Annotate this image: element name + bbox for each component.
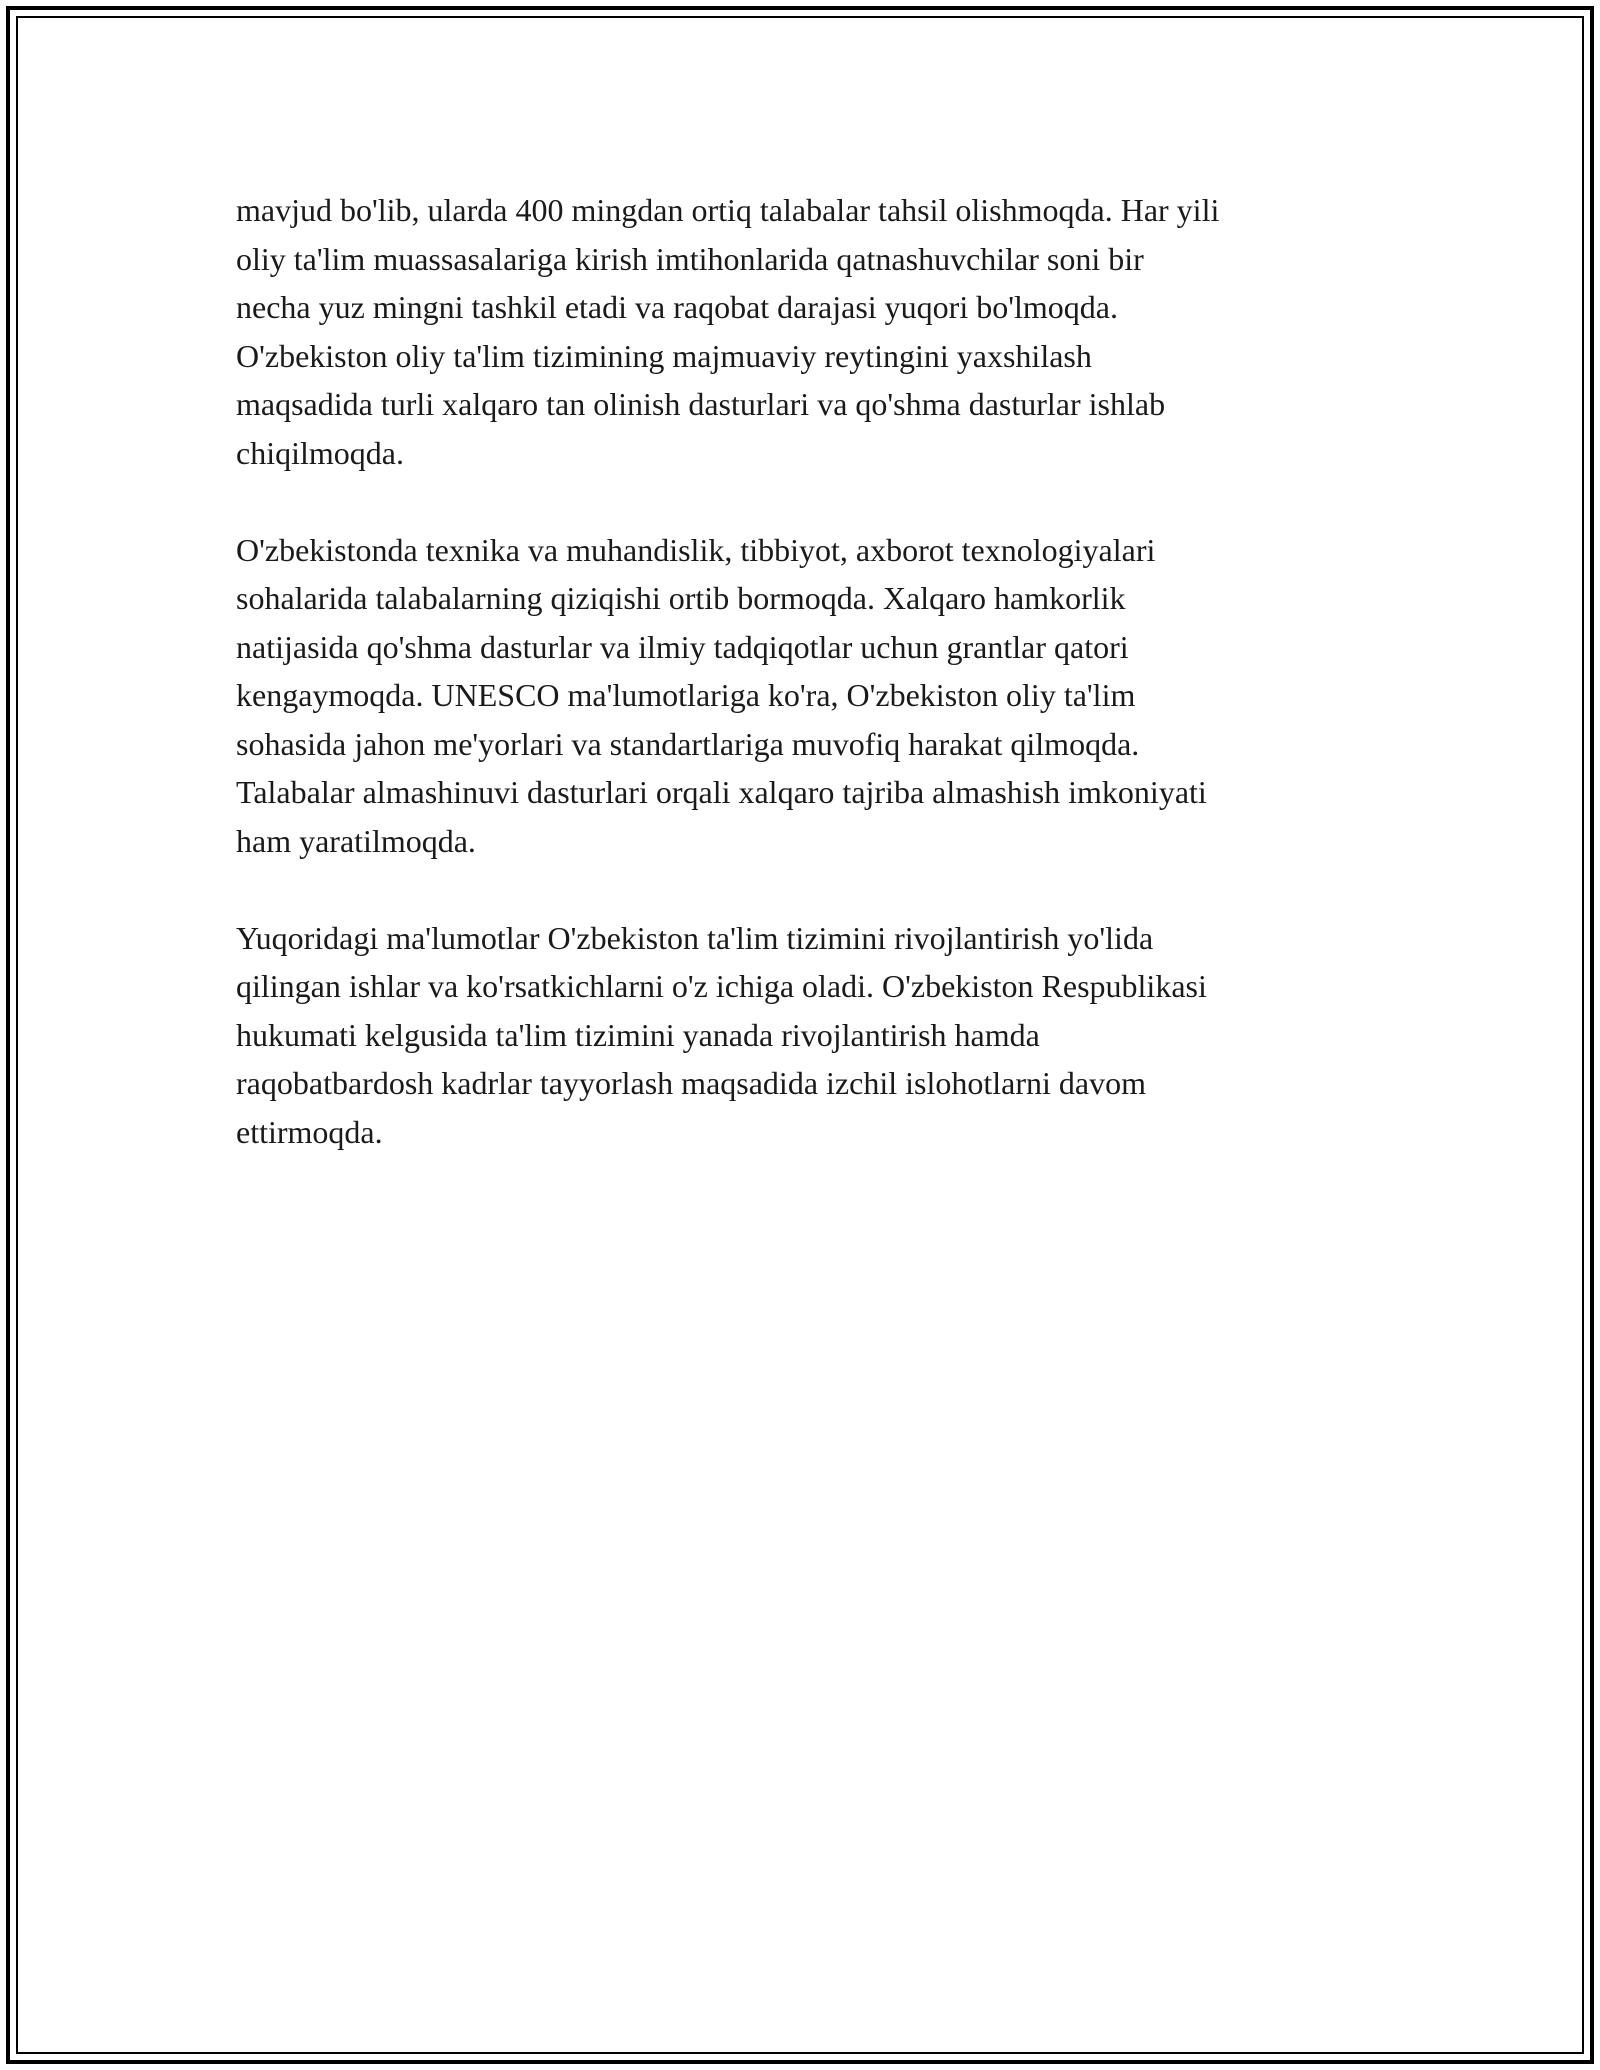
text-line: sohalarida talabalarning qiziqishi ortib bormoqda. Xalqaro hamkorlik xyxy=(236,580,1126,616)
text-line: ettirmoqda. xyxy=(236,1113,383,1150)
text-line: ham yaratilmoqda. xyxy=(236,822,476,859)
text-line: qilingan ishlar va ko'rsatkichlarni o'z ichiga oladi. O'zbekiston Respublikasi xyxy=(236,968,1207,1004)
text-line: raqobatbardosh kadrlar tayyorlash maqsadida izchil islohotlarni davom xyxy=(236,1065,1146,1101)
text-line: Yuqoridagi ma'lumotlar O'zbekiston ta'lim tizimini rivojlantirish yo'lida xyxy=(236,919,1154,956)
paragraph-1 xyxy=(236,186,1376,477)
text-line: necha yuz mingni tashkil etadi va raqobat darajasi yuqori bo'lmoqda. xyxy=(236,289,1118,325)
text-line: O'zbekiston oliy ta'lim tizimining majmuaviy reytingini yaxshilash xyxy=(236,337,1092,374)
document-body xyxy=(236,186,1376,1205)
paragraph-2 xyxy=(236,526,1376,866)
text-line: kengaymoqda. UNESCO ma'lumotlariga ko'ra, O'zbekiston oliy ta'lim xyxy=(236,677,1136,713)
text-line: chiqilmoqda. xyxy=(236,434,404,471)
text-line: maqsadida turli xalqaro tan olinish dasturlari va qo'shma dasturlar ishlab xyxy=(236,386,1166,422)
text-line: sohasida jahon me'yorlari va standartlariga muvofiq harakat qilmoqda. xyxy=(236,725,1140,762)
text-line: hukumati kelgusida ta'lim tizimini yanada rivojlantirish hamda xyxy=(236,1016,1040,1053)
text-line: Talabalar almashinuvi dasturlari orqali xalqaro tajriba almashish imkoniyati xyxy=(236,774,1207,810)
text-line: O'zbekistonda texnika va muhandislik, tibbiyot, axborot texnologiyalari xyxy=(236,531,1156,568)
text-line: mavjud bo'lib, ularda 400 mingdan ortiq talabalar tahsil olishmoqda. Har yili xyxy=(236,192,1220,228)
text-line: natijasida qo'shma dasturlar va ilmiy tadqiqotlar uchun grantlar qatori xyxy=(236,628,1129,665)
paragraph-3 xyxy=(236,914,1376,1157)
text-line: oliy ta'lim muassasalariga kirish imtihonlarida qatnashuvchilar soni bir xyxy=(236,240,1144,277)
